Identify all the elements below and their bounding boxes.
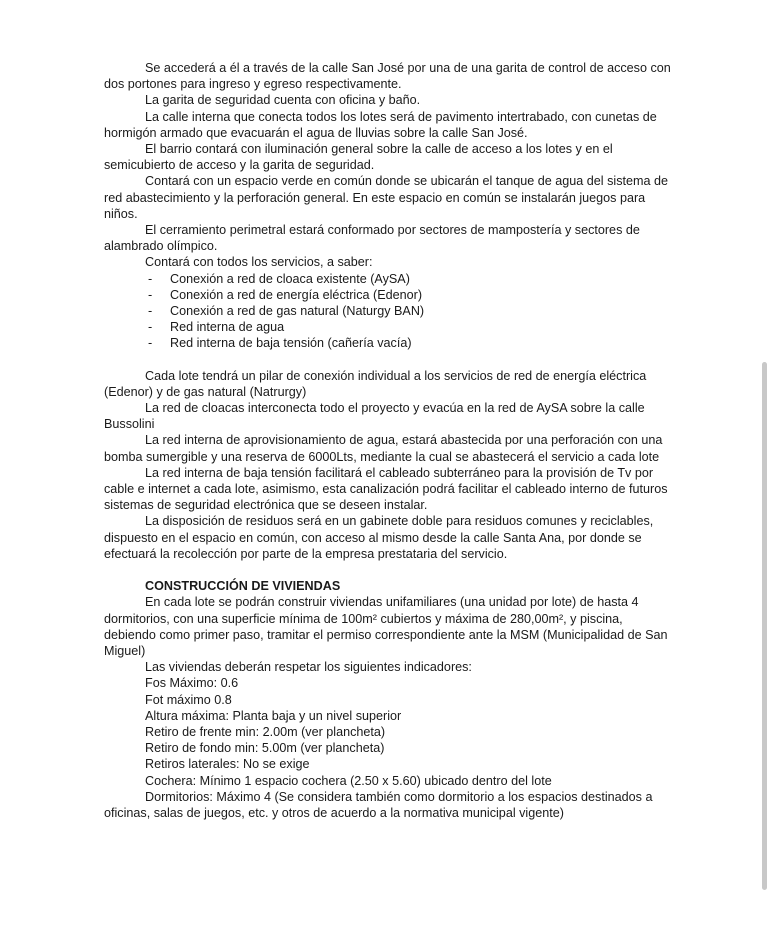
paragraph-housing: En cada lote se podrán construir viviendas unifamiliares (una unidad por lote) de hasta 4 dormitorios, con una superficie mínima de 100m² cubiertos y máxima de 280,00m², y piscina, debiendo como primer paso, tramitar el permiso correspondiente ante la MSM (Municipalidad de San Miguel): [104, 595, 668, 658]
paragraph-waste: La disposición de residuos será en un gabinete doble para residuos comunes y reciclables, dispuesto en el espacio en común, con acceso al mismo desde la calle Santa Ana, por donde se efectuará la recolección por parte de la empresa prestataria del servicio.: [104, 514, 654, 561]
indicator-front-setback: Retiro de frente min: 2.00m (ver plancheta): [145, 724, 386, 739]
paragraph-services-intro: Contará con todos los servicios, a saber:: [145, 255, 373, 270]
indicator-garage: Cochera: Mínimo 1 espacio cochera (2.50 x 5.60) ubicado dentro del lote: [145, 773, 552, 788]
list-item: [104, 287, 676, 303]
list-item: [104, 303, 676, 319]
paragraph-sewer: La red de cloacas interconecta todo el proyecto y evacúa en la red de AySA sobre la calle Bussolini: [104, 401, 645, 432]
vertical-scrollbar[interactable]: [762, 362, 767, 890]
paragraph-connection-pillar: Cada lote tendrá un pilar de conexión individual a los servicios de red de energía eléctrica (Edenor) y de gas natural (Natrurgy): [104, 368, 647, 399]
paragraph-access: Se accederá a él a través de la calle San José por una de una garita de control de acceso con dos portones para ingreso y egreso respectivamente.: [104, 61, 671, 92]
list-item: [104, 271, 676, 287]
paragraph-bedrooms: Dormitorios: Máximo 4 (Se considera también como dormitorio a los espacios destinados a oficinas, salas de juegos, etc. y otros de acuerdo a la normativa municipal vigente): [104, 789, 653, 820]
list-dash: -: [148, 287, 153, 302]
document-body: [104, 60, 676, 821]
list-item-text: Conexión a red de cloaca existente (AySA): [170, 271, 410, 286]
services-list: [104, 271, 676, 352]
paragraph-green-space: Contará con un espacio verde en común donde se ubicarán el tanque de agua del sistema de red abastecimiento y la perforación general. En este espacio en común se instalarán juegos para niños.: [104, 174, 668, 221]
list-item: [104, 319, 676, 335]
list-dash: -: [148, 304, 153, 319]
indicator-fos: Fos Máximo: 0.6: [145, 676, 239, 691]
list-item-text: Conexión a red de gas natural (Naturgy BAN): [170, 304, 425, 319]
section-heading: CONSTRUCCIÓN DE VIVIENDAS: [145, 579, 341, 594]
paragraph-water: La red interna de aprovisionamiento de agua, estará abastecida por una perforación con una bomba sumergible y una reserva de 6000Lts, mediante la cual se abastecerá el servicio a cada lote: [104, 433, 663, 464]
list-item-text: Red interna de baja tensión (cañería vacía): [170, 336, 412, 351]
paragraph-indicators-intro: Las viviendas deberán respetar los siguientes indicadores:: [145, 660, 472, 675]
indicator-side-setbacks: Retiros laterales: No se exige: [145, 757, 310, 772]
paragraph-internal-street: La calle interna que conecta todos los lotes será de pavimento intertrabado, con cunetas de hormigón armado que evacuarán el agua de lluvias sobre la calle San José.: [104, 109, 657, 140]
spacer: [104, 352, 676, 368]
spacer: [104, 562, 676, 578]
list-dash: -: [148, 271, 153, 286]
paragraph-low-voltage: La red interna de baja tensión facilitará el cableado subterráneo para la provisión de Tv por cable e internet a cada lote, asimismo, esta canalización podrá facilitar el cableado interno de futuros sistemas de seguridad electrónica que se deseen instalar.: [104, 465, 668, 513]
list-dash: -: [148, 320, 153, 335]
list-dash: -: [148, 336, 153, 351]
indicator-height: Altura máxima: Planta baja y un nivel superior: [145, 708, 402, 723]
paragraph-perimeter: El cerramiento perimetral estará conformado por sectores de mampostería y sectores de alambrado olímpico.: [104, 223, 640, 254]
indicator-fot: Fot máximo 0.8: [145, 692, 232, 707]
paragraph-guardhouse: La garita de seguridad cuenta con oficina y baño.: [145, 93, 421, 108]
paragraph-lighting: El barrio contará con iluminación general sobre la calle de acceso a los lotes y en el semicubierto de acceso y la garita de seguridad.: [104, 142, 613, 173]
indicator-rear-setback: Retiro de fondo min: 5.00m (ver plancheta): [145, 741, 385, 756]
list-item-text: Conexión a red de energía eléctrica (Edenor): [170, 287, 423, 302]
list-item: [104, 335, 676, 351]
list-item-text: Red interna de agua: [170, 320, 285, 335]
